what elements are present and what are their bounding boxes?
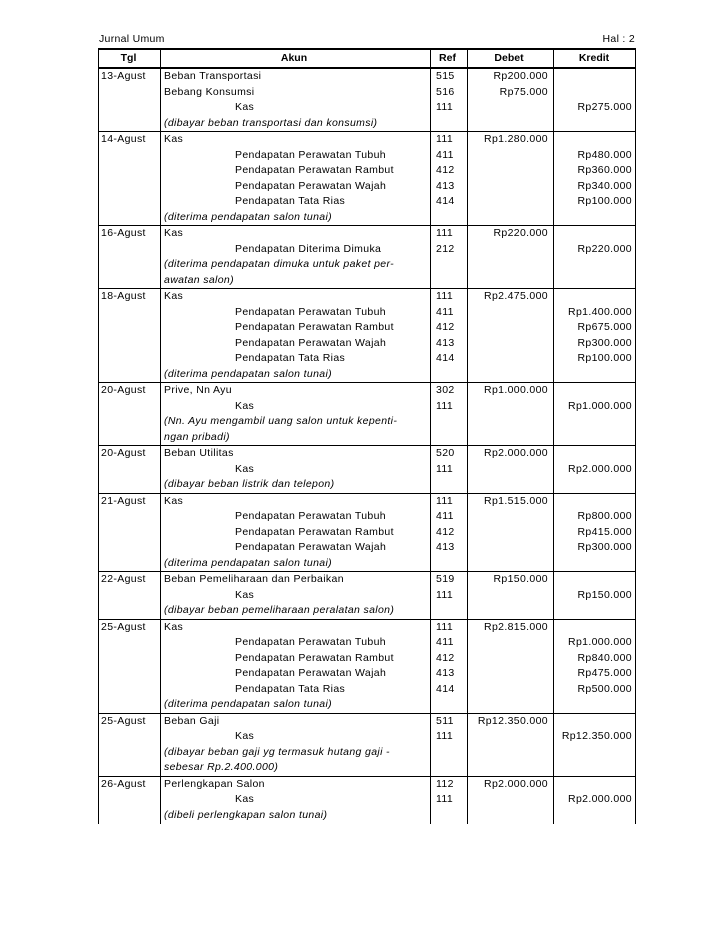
header-date: Tgl [120, 52, 137, 64]
table-row [98, 792, 636, 808]
entry-memo: (dibayar beban listrik dan telepon) [164, 478, 335, 490]
ref-code: 515 [436, 70, 455, 82]
table-row [98, 383, 636, 399]
ref-code: 111 [436, 399, 454, 412]
entry-memo: (diterima pendapatan dimuka untuk paket per- [164, 258, 395, 270]
table-row [98, 336, 636, 352]
entry-date: 18-Agust [101, 290, 146, 302]
credit-amount: Rp275.000 [577, 101, 632, 113]
entry-memo: (diterima pendapatan salon tunai) [164, 698, 332, 710]
account-name: Kas [235, 730, 255, 742]
entry-memo: (diterima pendapatan salon tunai) [164, 556, 332, 569]
ref-code: 112 [436, 777, 454, 790]
credit-amount: Rp2.000.000 [568, 793, 632, 805]
ref-code: 111 [436, 101, 454, 113]
account-name: Beban Transportasi [164, 70, 262, 82]
entry-date: 21-Agust [101, 494, 146, 507]
debit-amount: Rp2.000.000 [484, 447, 548, 459]
entry-date: 25-Agust [101, 620, 146, 633]
ref-code: 412 [436, 321, 455, 333]
entry-date: 20-Agust [101, 447, 146, 459]
table-row [98, 556, 636, 572]
credit-amount: Rp100.000 [577, 195, 632, 207]
credit-amount: Rp1.400.000 [568, 305, 632, 318]
table-header [98, 50, 636, 66]
credit-amount: Rp480.000 [577, 148, 632, 161]
account-name: Kas [164, 133, 184, 145]
account-name: Kas [164, 620, 184, 633]
credit-amount: Rp360.000 [577, 164, 632, 176]
account-name: Beban Gaji [164, 714, 220, 727]
table-row [98, 289, 636, 305]
credit-amount: Rp840.000 [577, 651, 632, 664]
ref-code: 412 [436, 651, 455, 664]
journal-title: Jurnal Umum [99, 33, 165, 45]
account-name: Pendapatan Perawatan Rambut [235, 651, 394, 664]
entry-memo: (dibeli perlengkapan salon tunai) [164, 808, 328, 821]
debit-amount: Rp1.000.000 [484, 384, 548, 396]
ref-code: 111 [436, 620, 454, 633]
table-row [98, 477, 636, 493]
table-row [98, 320, 636, 336]
ref-code: 511 [436, 714, 454, 727]
entry-memo: (diterima pendapatan salon tunai) [164, 367, 332, 380]
table-row [98, 399, 636, 415]
debit-amount: Rp220.000 [493, 227, 548, 239]
journal-entry [98, 383, 636, 446]
table-row [98, 808, 636, 824]
account-name: Kas [235, 588, 255, 601]
ref-code: 111 [436, 290, 454, 302]
account-name: Pendapatan Perawatan Tubuh [235, 148, 386, 161]
account-name: Pendapatan Tata Rias [235, 352, 346, 364]
table-row [98, 760, 636, 776]
journal-entry [98, 132, 636, 226]
ref-code: 111 [436, 730, 454, 742]
table-row [98, 116, 636, 132]
account-name: Pendapatan Perawatan Wajah [235, 541, 387, 553]
table-row [98, 714, 636, 730]
entry-date: 25-Agust [101, 714, 146, 727]
account-name: Pendapatan Tata Rias [235, 682, 346, 695]
account-name: Kas [235, 462, 255, 475]
debit-amount: Rp12.350.000 [477, 714, 548, 727]
entry-date: 14-Agust [101, 133, 146, 145]
table-row [98, 210, 636, 226]
table-row [98, 509, 636, 525]
journal-entry [98, 777, 636, 824]
entry-memo: ngan pribadi) [164, 430, 230, 443]
account-name: Bebang Konsumsi [164, 85, 255, 98]
journal-entry [98, 620, 636, 714]
ref-code: 111 [436, 462, 454, 475]
ref-code: 412 [436, 164, 455, 176]
credit-amount: Rp500.000 [577, 682, 632, 695]
entry-memo: (dibayar beban transportasi dan konsumsi) [164, 116, 378, 129]
entry-date: 26-Agust [101, 777, 146, 790]
account-name: Pendapatan Perawatan Wajah [235, 179, 387, 192]
table-row [98, 148, 636, 164]
account-name: Kas [235, 793, 255, 805]
account-name: Kas [164, 494, 184, 507]
ref-code: 413 [436, 541, 455, 553]
table-row [98, 525, 636, 541]
entry-date: 16-Agust [101, 227, 146, 239]
entry-date: 13-Agust [101, 70, 146, 82]
table-row [98, 163, 636, 179]
credit-amount: Rp1.000.000 [568, 399, 632, 412]
credit-amount: Rp220.000 [577, 242, 632, 255]
ref-code: 111 [436, 133, 454, 145]
account-name: Beban Pemeliharaan dan Perbaikan [164, 573, 344, 585]
debit-amount: Rp75.000 [499, 85, 548, 98]
table-row [98, 226, 636, 242]
credit-amount: Rp12.350.000 [561, 730, 632, 742]
table-row [98, 635, 636, 651]
account-name: Pendapatan Diterima Dimuka [235, 242, 382, 255]
table-row [98, 257, 636, 273]
table-row [98, 85, 636, 101]
ref-code: 412 [436, 525, 455, 538]
account-name: Pendapatan Perawatan Rambut [235, 525, 394, 538]
ref-code: 413 [436, 179, 455, 192]
debit-amount: Rp2.815.000 [484, 620, 548, 633]
ref-code: 520 [436, 447, 455, 459]
header-debit: Debet [494, 52, 524, 64]
entry-date: 22-Agust [101, 573, 146, 585]
table-row [98, 777, 636, 793]
entry-date: 20-Agust [101, 384, 146, 396]
journal-entry [98, 226, 636, 289]
journal-entry [98, 446, 636, 494]
account-name: Pendapatan Perawatan Tubuh [235, 305, 386, 318]
credit-amount: Rp300.000 [577, 541, 632, 553]
journal-entry [98, 572, 636, 620]
table-row [98, 367, 636, 383]
ref-code: 414 [436, 682, 455, 695]
debit-amount: Rp1.280.000 [484, 133, 548, 145]
account-name: Kas [235, 101, 255, 113]
credit-amount: Rp300.000 [577, 336, 632, 349]
journal-entry [98, 714, 636, 777]
credit-amount: Rp2.000.000 [568, 462, 632, 475]
table-row [98, 682, 636, 698]
table-row [98, 588, 636, 604]
account-name: Pendapatan Tata Rias [235, 195, 346, 207]
header-account: Akun [280, 52, 308, 64]
credit-amount: Rp340.000 [577, 179, 632, 192]
ref-code: 414 [436, 352, 455, 364]
credit-amount: Rp475.000 [577, 667, 632, 679]
table-row [98, 351, 636, 367]
entry-memo: (diterima pendapatan salon tunai) [164, 210, 332, 223]
ref-code: 411 [436, 148, 454, 161]
credit-amount: Rp800.000 [577, 510, 632, 522]
ref-code: 111 [436, 588, 454, 601]
header-credit: Kredit [578, 52, 610, 64]
account-name: Pendapatan Perawatan Wajah [235, 667, 387, 679]
table-row [98, 430, 636, 446]
table-row [98, 729, 636, 745]
table-row [98, 305, 636, 321]
account-name: Kas [164, 290, 184, 302]
ref-code: 111 [436, 793, 454, 805]
table-row [98, 666, 636, 682]
table-row [98, 494, 636, 510]
ref-code: 111 [436, 494, 454, 507]
account-name: Beban Utilitas [164, 447, 234, 459]
table-row [98, 572, 636, 588]
account-name: Pendapatan Perawatan Tubuh [235, 636, 386, 648]
account-name: Pendapatan Perawatan Rambut [235, 164, 394, 176]
ref-code: 516 [436, 85, 455, 98]
ref-code: 413 [436, 336, 455, 349]
credit-amount: Rp1.000.000 [568, 636, 632, 648]
account-name: Perlengkapan Salon [164, 777, 265, 790]
table-row [98, 194, 636, 210]
table-row [98, 414, 636, 430]
debit-amount: Rp150.000 [493, 573, 548, 585]
credit-amount: Rp415.000 [577, 525, 632, 538]
table-row [98, 540, 636, 556]
account-name: Kas [164, 227, 184, 239]
table-row [98, 462, 636, 478]
credit-amount: Rp100.000 [577, 352, 632, 364]
table-row [98, 242, 636, 258]
table-row [98, 179, 636, 195]
table-row [98, 603, 636, 619]
journal-entries [98, 69, 636, 823]
ref-code: 519 [436, 573, 455, 585]
ref-code: 414 [436, 195, 455, 207]
ref-code: 302 [436, 384, 455, 396]
debit-amount: Rp2.000.000 [484, 777, 548, 790]
table-row [98, 745, 636, 761]
ref-code: 413 [436, 667, 455, 679]
ref-code: 411 [436, 636, 454, 648]
ref-code: 111 [436, 227, 454, 239]
account-name: Pendapatan Perawatan Wajah [235, 336, 387, 349]
ref-code: 411 [436, 305, 454, 318]
entry-memo: awatan salon) [164, 273, 234, 286]
debit-amount: Rp200.000 [493, 70, 548, 82]
header-ref: Ref [439, 52, 456, 64]
account-name: Pendapatan Perawatan Tubuh [235, 510, 386, 522]
journal-entry [98, 289, 636, 383]
table-row [98, 620, 636, 636]
table-row [98, 132, 636, 148]
table-row [98, 273, 636, 289]
ref-code: 411 [436, 510, 454, 522]
account-name: Prive, Nn Ayu [164, 384, 232, 396]
ref-code: 212 [436, 242, 455, 255]
table-row [98, 651, 636, 667]
debit-amount: Rp1.515.000 [484, 494, 548, 507]
credit-amount: Rp150.000 [577, 588, 632, 601]
entry-memo: sebesar Rp.2.400.000) [164, 761, 279, 773]
credit-amount: Rp675.000 [577, 321, 632, 333]
account-name: Pendapatan Perawatan Rambut [235, 321, 394, 333]
table-row [98, 446, 636, 462]
page-number: Hal : 2 [602, 33, 635, 45]
entry-memo: (dibayar beban gaji yg termasuk hutang gaji - [164, 745, 390, 758]
journal-entry [98, 494, 636, 573]
debit-amount: Rp2.475.000 [484, 290, 548, 302]
journal-entry [98, 69, 636, 132]
table-row [98, 69, 636, 85]
entry-memo: (dibayar beban pemeliharaan peralatan salon) [164, 604, 395, 616]
table-row [98, 697, 636, 713]
account-name: Kas [235, 399, 255, 412]
entry-memo: (Nn. Ayu mengambil uang salon untuk kepenti- [164, 415, 398, 427]
table-row [98, 100, 636, 116]
